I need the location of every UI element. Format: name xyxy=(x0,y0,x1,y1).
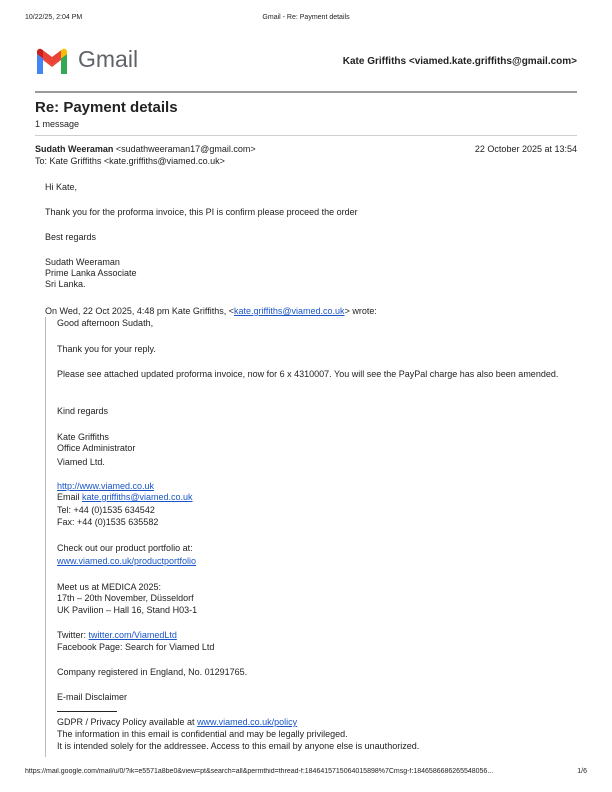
from-line xyxy=(35,144,577,154)
to-line: To: Kate Griffiths <kate.griffiths@viamed.co.uk> xyxy=(35,156,225,166)
quoted-sig-company: Viamed Ltd. xyxy=(57,457,105,467)
gdpr-link[interactable]: www.viamed.co.uk/policy xyxy=(197,717,298,727)
signature-name: Sudath Weeraman xyxy=(45,257,120,267)
print-url: https://mail.google.com/mail/u/0/?ik=e5571a8be0&view=pt&search=all&permthid=thread-f:1846415715064015898%7Cmsg-f:1846586686265548056... xyxy=(25,768,494,775)
sender-email: <sudathweeraman17@gmail.com> xyxy=(115,144,256,154)
website-link[interactable]: http://www.viamed.co.uk xyxy=(57,481,155,491)
portfolio-label: Check out our product portfolio at: xyxy=(57,543,193,553)
quote-intro-email-link[interactable]: kate.griffiths@viamed.co.uk xyxy=(234,306,345,316)
header-divider xyxy=(35,91,577,93)
print-header xyxy=(25,14,587,26)
signature-country: Sri Lanka. xyxy=(45,279,86,289)
message-date: 22 October 2025 at 13:54 xyxy=(474,144,577,154)
quoted-paragraph: Please see attached updated proforma invoice, now for 6 x 4310007. You will see the PayPal charge has also been amended. xyxy=(57,369,559,379)
gdpr-row xyxy=(57,717,562,728)
portfolio-link[interactable]: www.viamed.co.uk/productportfolio xyxy=(57,556,197,566)
subject-divider xyxy=(35,135,577,136)
company-registration: Company registered in England, No. 01291765. xyxy=(57,667,248,677)
print-footer xyxy=(25,768,587,778)
quoted-kind-regards: Kind regards xyxy=(57,406,109,416)
gmail-wordmark: Gmail xyxy=(78,46,139,72)
account-name: Kate Griffiths <viamed.kate.griffiths@gmail.com> xyxy=(342,56,577,67)
print-date: 10/22/25, 2:04 PM xyxy=(25,14,83,21)
portfolio-link-row xyxy=(57,556,562,567)
tel-number: Tel: +44 (0)1535 634542 xyxy=(57,505,155,515)
twitter-label: Twitter: xyxy=(57,630,89,640)
sender-name: Sudath Weeraman xyxy=(35,144,114,154)
regards: Best regards xyxy=(45,232,97,242)
quoted-email-link[interactable]: kate.griffiths@viamed.co.uk xyxy=(82,492,193,502)
medica-line-2: 17th – 20th November, Düsseldorf xyxy=(57,593,194,603)
email-row xyxy=(57,492,562,503)
quoted-greeting: Good afternoon Sudath, xyxy=(57,318,154,328)
facebook-line: Facebook Page: Search for Viamed Ltd xyxy=(57,642,215,652)
medica-line-3: UK Pavilion – Hall 16, Stand H03-1 xyxy=(57,605,198,615)
gdpr-label: GDPR / Privacy Policy available at xyxy=(57,717,198,727)
quoted-message-border xyxy=(45,317,565,757)
email-subject: Re: Payment details xyxy=(35,99,178,116)
gmail-header xyxy=(35,44,577,80)
confidential-line-2: It is intended solely for the addressee. Access to this email by anyone else is unauthorized. xyxy=(57,741,420,751)
message-count: 1 message xyxy=(35,119,80,129)
disclaimer-rule xyxy=(57,711,117,712)
print-title: Gmail - Re: Payment details xyxy=(262,14,350,21)
quote-intro-text: On Wed, 22 Oct 2025, 4:48 pm Kate Griffiths, < xyxy=(45,306,235,316)
medica-line-1: Meet us at MEDICA 2025: xyxy=(57,582,162,592)
quote-intro xyxy=(45,306,377,317)
body-line-1: Thank you for the proforma invoice, this PI is confirm please proceed the order xyxy=(45,207,358,217)
gmail-logo-icon xyxy=(35,48,69,74)
quoted-sig-title: Office Administrator xyxy=(57,443,136,453)
email-label: Email xyxy=(57,492,83,502)
quoted-thanks: Thank you for your reply. xyxy=(57,344,156,354)
quote-intro-wrote: > wrote: xyxy=(344,306,377,316)
confidential-line-1: The information in this email is confidential and may be legally privileged. xyxy=(57,729,348,739)
website-link-row xyxy=(57,481,562,492)
quoted-sig-name: Kate Griffiths xyxy=(57,432,109,442)
twitter-row xyxy=(57,630,562,641)
page-number: 1/6 xyxy=(577,768,587,775)
greeting: Hi Kate, xyxy=(45,182,78,192)
disclaimer-title: E-mail Disclaimer xyxy=(57,692,128,702)
fax-number: Fax: +44 (0)1535 635582 xyxy=(57,517,159,527)
signature-company: Prime Lanka Associate xyxy=(45,268,137,278)
twitter-link[interactable]: twitter.com/ViamedLtd xyxy=(88,630,177,640)
